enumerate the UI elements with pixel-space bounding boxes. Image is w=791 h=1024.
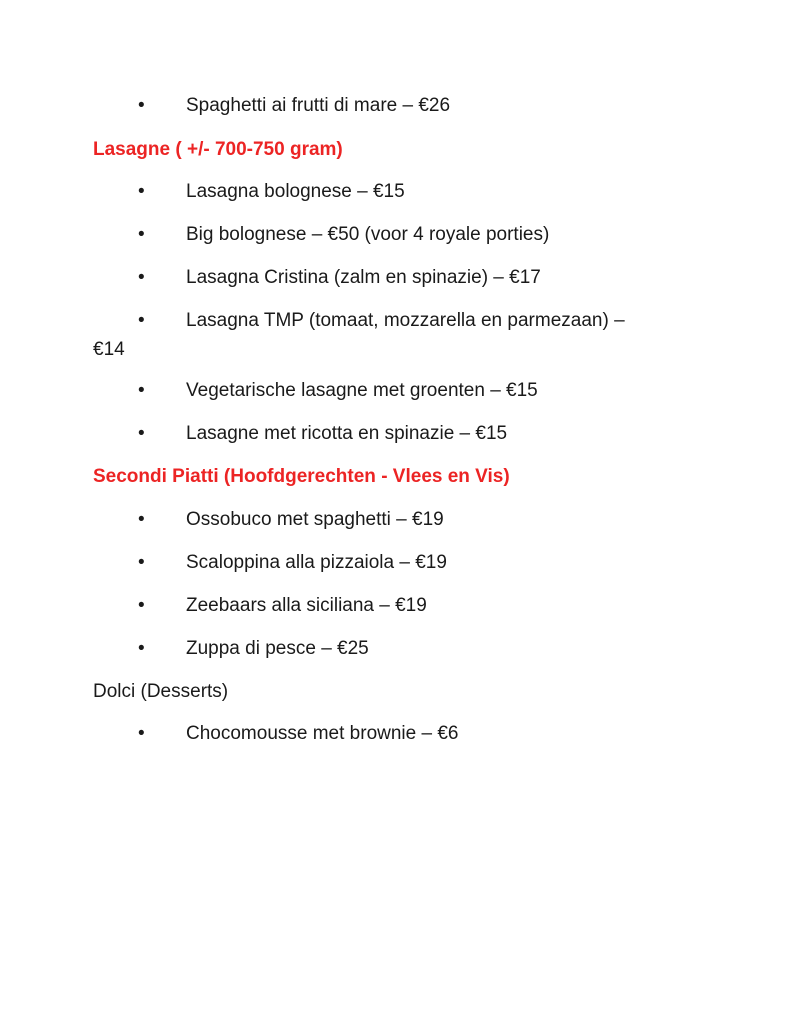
bullet: • xyxy=(138,723,145,744)
section-heading-dolci: Dolci (Desserts) xyxy=(93,681,229,702)
menu-item-text: Spaghetti ai frutti di mare – €26 xyxy=(186,95,451,116)
menu-item-text: Lasagna TMP (tomaat, mozzarella en parmezaan) – xyxy=(186,310,625,331)
menu-item-text: Lasagna Cristina (zalm en spinazie) – €17 xyxy=(186,267,541,288)
menu-item-text: Scaloppina alla pizzaiola – €19 xyxy=(186,552,447,573)
bullet: • xyxy=(138,638,145,659)
menu-item-text: Lasagne met ricotta en spinazie – €15 xyxy=(186,423,508,444)
section-heading-secondi-piatti: Secondi Piatti (Hoofdgerechten - Vlees en Vis) xyxy=(93,466,510,487)
menu-item-text: Chocomousse met brownie – €6 xyxy=(186,723,459,744)
menu-item-text: Lasagna bolognese – €15 xyxy=(186,181,405,202)
menu-item-wrapped-price: €14 xyxy=(93,339,125,360)
bullet: • xyxy=(138,509,145,530)
section-heading-lasagne: Lasagne ( +/- 700-750 gram) xyxy=(93,139,343,160)
menu-item-text: Ossobuco met spaghetti – €19 xyxy=(186,509,444,530)
bullet: • xyxy=(138,595,145,616)
bullet: • xyxy=(138,267,145,288)
bullet: • xyxy=(138,552,145,573)
bullet: • xyxy=(138,224,145,245)
bullet: • xyxy=(138,181,145,202)
menu-item-text: Zeebaars alla siciliana – €19 xyxy=(186,595,427,616)
bullet: • xyxy=(138,380,145,401)
bullet: • xyxy=(138,423,145,444)
bullet: • xyxy=(138,310,145,331)
bullet: • xyxy=(138,95,145,116)
menu-item-text: Zuppa di pesce – €25 xyxy=(186,638,369,659)
menu-item-text: Big bolognese – €50 (voor 4 royale porties) xyxy=(186,224,550,245)
menu-item-text: Vegetarische lasagne met groenten – €15 xyxy=(186,380,538,401)
